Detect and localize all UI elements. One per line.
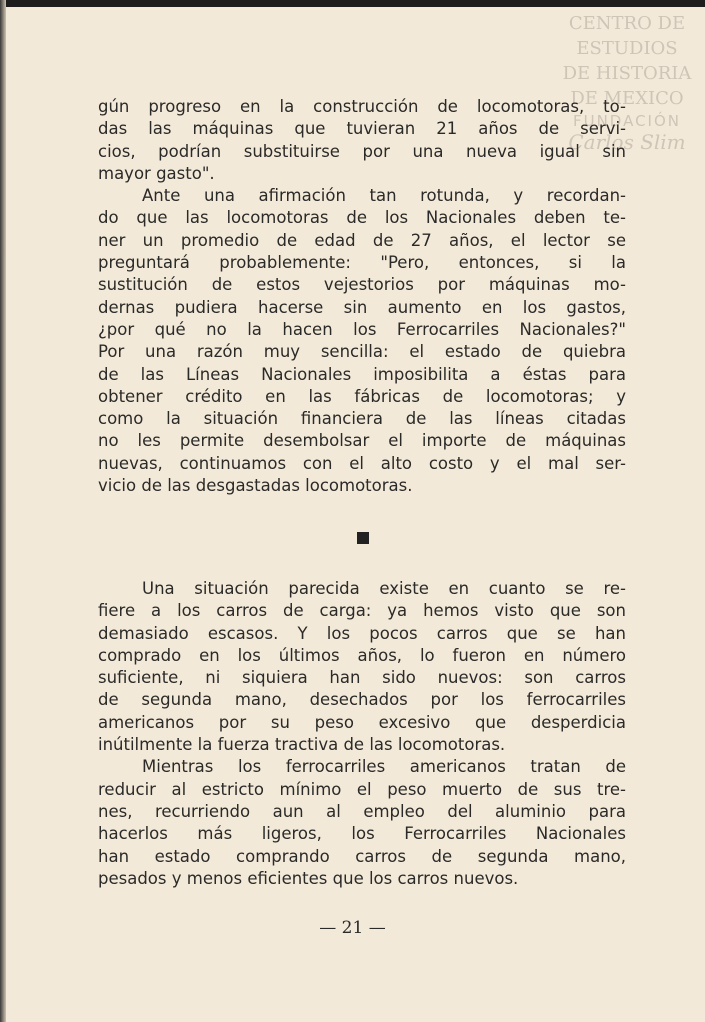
text-line: cios, podrían substituirse por una nueva igual sin <box>98 141 626 161</box>
stamp-line: FUNDACIÓN <box>572 112 682 130</box>
text-line: comprado en los últimos años, lo fueron en número <box>98 645 626 665</box>
text-line: demasiado escasos. Y los pocos carros que se han <box>98 623 626 643</box>
text-line: Por una razón muy sencilla: el estado de quiebra <box>98 342 626 362</box>
text-line: han estado comprando carros de segunda mano, <box>98 846 626 866</box>
page-number: — 21 — <box>319 918 386 938</box>
stamp-signature: Carlos Slim <box>568 130 686 154</box>
text-line: hacerlos más ligeros, los Ferrocarriles Nacionales <box>98 824 626 844</box>
text-line: gún progreso en la construcción de locomotoras, to- <box>98 97 626 116</box>
text-line: reducir al estricto mínimo el peso muerto de sus tre- <box>98 779 626 799</box>
text-line: nuevas, continuamos con el alto costo y el mal ser- <box>98 453 626 473</box>
text-line: nes, recurriendo aun al empleo del aluminio para <box>98 801 626 821</box>
text-line: ¿por qué no la hacen los Ferrocarriles Nacionales?" <box>98 319 626 339</box>
stamp-line: DE HISTORIA <box>562 63 692 84</box>
text-line: como la situación financiera de las líneas citadas <box>98 409 626 429</box>
text-line: no les permite desembolsar el importe de máquinas <box>98 431 626 451</box>
text-line: ner un promedio de edad de 27 años, el lector se <box>98 230 626 250</box>
text-line: suficiente, ni siquiera han sido nuevos: son carros <box>98 668 626 688</box>
text-line: mayor gasto". <box>98 163 215 183</box>
text-line: fiere a los carros de carga: ya hemos visto que son <box>98 601 626 621</box>
text-line: de las Líneas Nacionales imposibilita a éstas para <box>98 364 626 384</box>
stamp-line: CENTRO DE <box>568 13 686 34</box>
text-line: dernas pudiera hacerse sin aumento en los gastos, <box>98 297 626 317</box>
text-line: sustitución de estos vejestorios por máquinas mo- <box>98 275 626 295</box>
text-line: de segunda mano, desechados por los ferrocarriles <box>98 690 626 710</box>
text-line: inútilmente la fuerza tractiva de las locomotoras. <box>98 735 506 755</box>
section-separator-square <box>357 532 369 544</box>
text-block-bottom <box>98 578 626 890</box>
text-line: preguntará probablemente: "Pero, entonces, si la <box>98 253 626 273</box>
text-line: Una situación parecida existe en cuanto se re- <box>142 579 626 598</box>
text-line: Ante una afirmación tan rotunda, y recordan- <box>142 186 626 206</box>
stamp-line: ESTUDIOS <box>576 38 678 59</box>
scan-top-border <box>0 0 705 7</box>
text-line: das las máquinas que tuvieran 21 años de servi- <box>98 119 626 139</box>
text-line: vicio de las desgastadas locomotoras. <box>98 476 413 496</box>
text-line: do que las locomotoras de los Nacionales deben te- <box>98 208 626 228</box>
text-line: obtener crédito en las fábricas de locomotoras; y <box>98 386 626 406</box>
text-line: Mientras los ferrocarriles americanos tratan de <box>142 757 626 777</box>
text-line: americanos por su peso excesivo que desperdicia <box>98 712 626 732</box>
text-line: pesados y menos eficientes que los carros nuevos. <box>98 868 519 888</box>
stamp-line: DE MEXICO <box>570 88 684 109</box>
text-block-top <box>98 96 626 497</box>
